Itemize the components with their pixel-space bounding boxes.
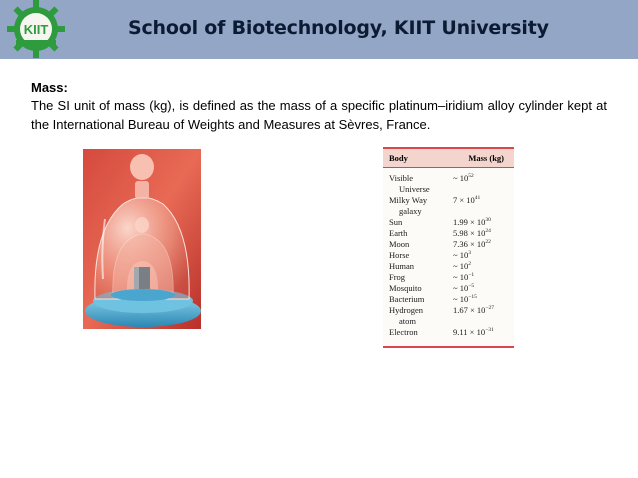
logo-text: KIIT [23,22,49,37]
mass-value: ~ $10^2$ [453,261,471,271]
slide-header [0,0,638,59]
table-row [383,305,514,327]
mass-value: ~ $10^{-1}$ [453,272,475,282]
mass-value: $5.98 \times 10^{24}$ [453,228,491,238]
body-name: Electron [389,327,418,337]
table-row [383,173,514,195]
body-name: Human [389,261,415,271]
body-name: Bacterium [389,294,425,304]
table-row [383,272,514,283]
body-name-cont: atom [399,316,416,326]
table-row [383,195,514,217]
body-name: Moon [389,239,410,249]
body-name: Milky Way [389,195,428,205]
body-name: Visible [389,173,414,183]
section-heading: Mass: [31,80,68,95]
mass-value: $1.99 \times 10^{30}$ [453,217,491,227]
table-row [383,283,514,294]
section-body: The SI unit of mass (kg), is defined as the mass of a specific platinum–iridium alloy cylinder kept at the International Bureau of Weights and Measures at Sèvres, France. [31,98,607,132]
table-row [383,327,514,338]
mass-value: $9.11 \times 10^{-31}$ [453,327,494,337]
body-name: Mosquito [389,283,422,293]
mass-value: ~ $10^{-15}$ [453,294,477,304]
table-row [383,217,514,228]
column-header-mass: Mass (kg) [468,153,504,163]
body-name: Horse [389,250,410,260]
slide-title: School of Biotechnology, KIIT University [128,17,549,39]
body-name-cont: Universe [399,184,430,194]
body-name: Sun [389,217,403,227]
mass-value: ~ $10^{-5}$ [453,283,475,293]
table-row [383,228,514,239]
mass-value: ~ $10^{52}$ [453,173,474,183]
kiit-logo [2,0,70,58]
table-rows [383,173,514,338]
mass-value: ~ $10^3$ [453,250,471,260]
table-row [383,294,514,305]
mass-value: $7.36 \times 10^{22}$ [453,239,491,249]
mass-value: $7 \times 10^{41}$ [453,195,481,205]
kilogram-prototype-photo [83,149,201,329]
body-name: Hydrogen [389,305,423,315]
column-header-body: Body [389,153,408,163]
table-row [383,239,514,250]
table-row [383,261,514,272]
mass-table [383,147,514,348]
body-name-cont: galaxy [399,206,422,216]
mass-value: $1.67 \times 10^{-27}$ [453,305,495,315]
table-row [383,250,514,261]
body-name: Earth [389,228,408,238]
body-name: Frog [389,272,406,282]
table-header [383,149,514,168]
